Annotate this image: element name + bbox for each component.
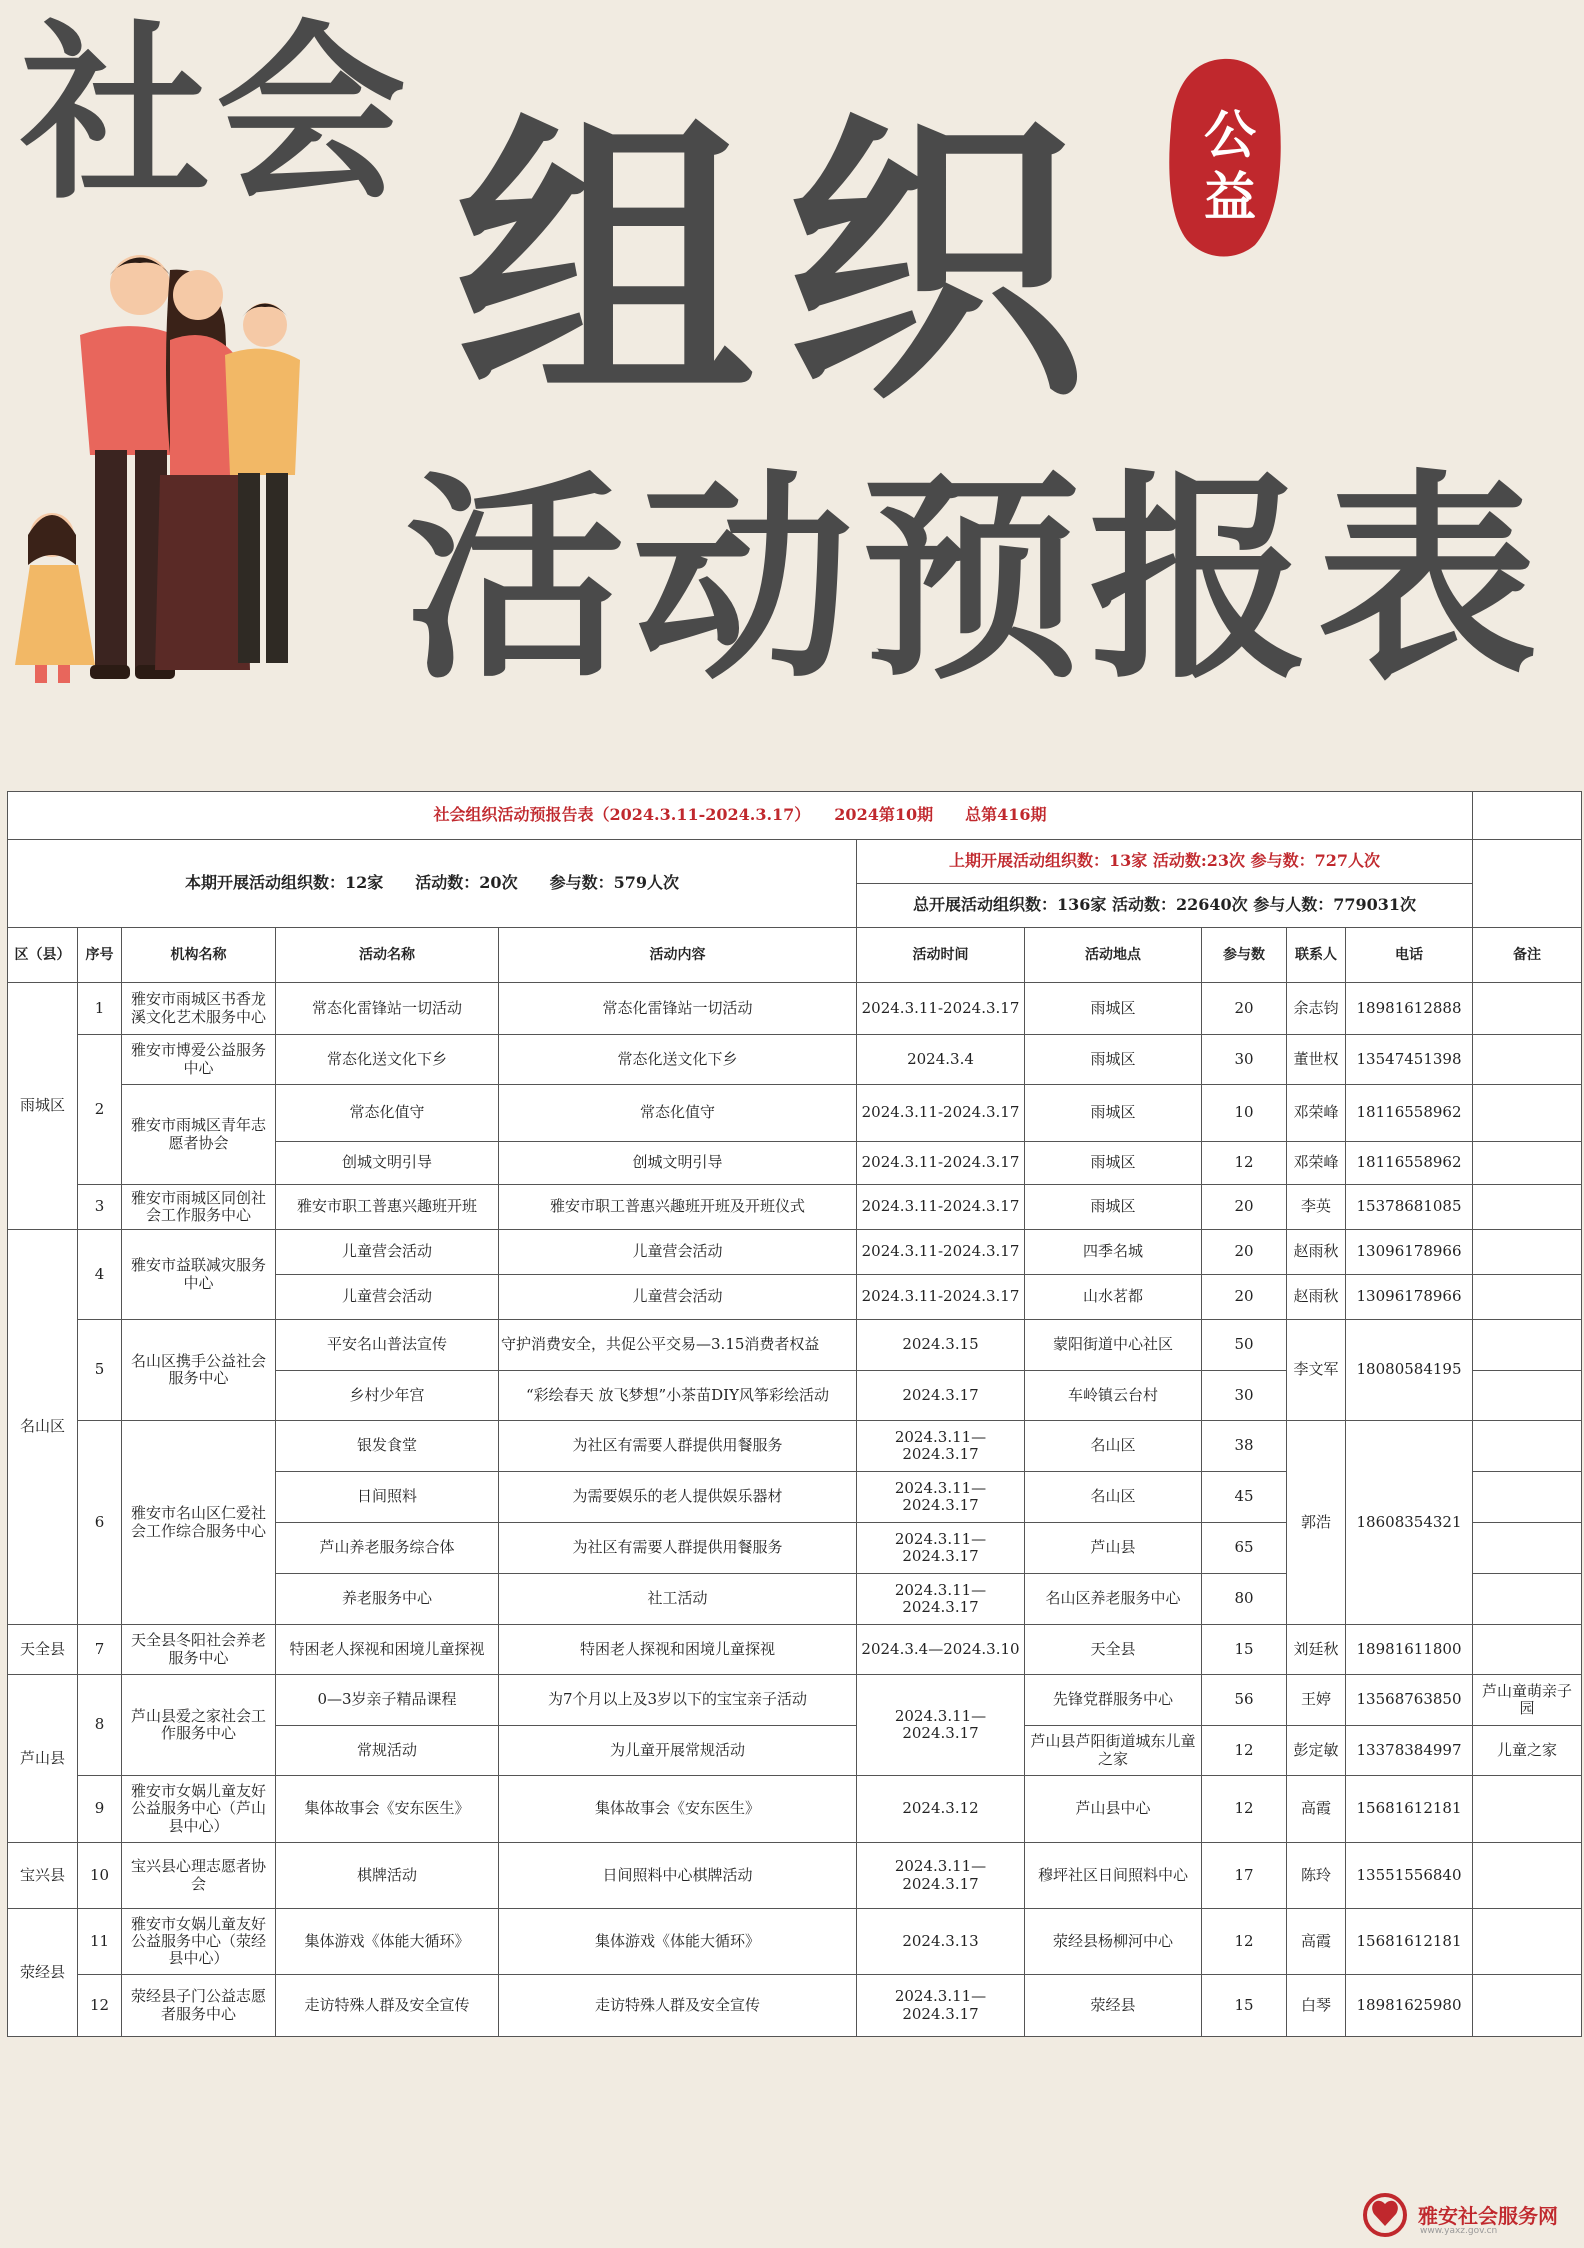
participant-count: 65 bbox=[1202, 1523, 1287, 1574]
header-activity: 活动名称 bbox=[276, 928, 499, 983]
activity-place: 雨城区 bbox=[1025, 1142, 1202, 1185]
phone-number: 13568763850 bbox=[1346, 1675, 1473, 1726]
note: 儿童之家 bbox=[1473, 1726, 1582, 1776]
activity-content: “彩绘春天 放飞梦想”小茶苗DIY风筝彩绘活动 bbox=[499, 1371, 857, 1421]
contact-person: 白琴 bbox=[1287, 1975, 1346, 2037]
activity-name: 走访特殊人群及安全宣传 bbox=[276, 1975, 499, 2037]
activity-name: 儿童营会活动 bbox=[276, 1275, 499, 1320]
phone-number: 15681612181 bbox=[1346, 1909, 1473, 1975]
activity-content: 为儿童开展常规活动 bbox=[499, 1726, 857, 1776]
header-note: 备注 bbox=[1473, 928, 1582, 983]
activity-content: 集体游戏《体能大循环》 bbox=[499, 1909, 857, 1975]
activity-content: 创城文明引导 bbox=[499, 1142, 857, 1185]
org-name: 芦山县爱之家社会工作服务中心 bbox=[122, 1675, 276, 1776]
activity-time: 2024.3.11—2024.3.17 bbox=[857, 1421, 1025, 1472]
participant-count: 50 bbox=[1202, 1320, 1287, 1371]
activity-place: 芦山县芦阳街道城东儿童之家 bbox=[1025, 1726, 1202, 1776]
activity-content: 集体故事会《安东医生》 bbox=[499, 1776, 857, 1843]
activity-content: 常态化值守 bbox=[499, 1085, 857, 1142]
activity-name: 常态化值守 bbox=[276, 1085, 499, 1142]
note bbox=[1473, 1625, 1582, 1675]
phone-number: 18981611800 bbox=[1346, 1625, 1473, 1675]
org-no: 12 bbox=[78, 1975, 122, 2037]
activity-time: 2024.3.11—2024.3.17 bbox=[857, 1472, 1025, 1523]
org-name: 雅安市女娲儿童友好公益服务中心（荥经县中心） bbox=[122, 1909, 276, 1975]
note bbox=[1473, 1472, 1582, 1523]
activity-content: 社工活动 bbox=[499, 1574, 857, 1625]
header-phone: 电话 bbox=[1346, 928, 1473, 983]
org-name: 宝兴县心理志愿者协会 bbox=[122, 1843, 276, 1909]
phone-number: 18116558962 bbox=[1346, 1085, 1473, 1142]
table-row bbox=[8, 1625, 1582, 1675]
table-row bbox=[8, 1035, 1582, 1085]
activity-name: 养老服务中心 bbox=[276, 1574, 499, 1625]
activity-place: 芦山县 bbox=[1025, 1523, 1202, 1574]
activity-content: 特困老人探视和困境儿童探视 bbox=[499, 1625, 857, 1675]
note bbox=[1473, 1975, 1582, 2037]
activity-name: 常态化雷锋站一切活动 bbox=[276, 983, 499, 1035]
note bbox=[1473, 1142, 1582, 1185]
activity-name: 集体游戏《体能大循环》 bbox=[276, 1909, 499, 1975]
contact-person: 高霞 bbox=[1287, 1909, 1346, 1975]
activity-time: 2024.3.11-2024.3.17 bbox=[857, 1185, 1025, 1230]
contact-person: 李文军 bbox=[1287, 1320, 1346, 1421]
activity-time: 2024.3.11—2024.3.17 bbox=[857, 1574, 1025, 1625]
activity-content: 雅安市职工普惠兴趣班开班及开班仪式 bbox=[499, 1185, 857, 1230]
contact-person: 邓荣峰 bbox=[1287, 1142, 1346, 1185]
site-logo-subtext: www.yaxz.gov.cn bbox=[1420, 2226, 1498, 2236]
activity-place: 荥经县 bbox=[1025, 1975, 1202, 2037]
phone-number: 13096178966 bbox=[1346, 1275, 1473, 1320]
contact-person: 高霞 bbox=[1287, 1776, 1346, 1843]
contact-person: 赵雨秋 bbox=[1287, 1275, 1346, 1320]
header-contact: 联系人 bbox=[1287, 928, 1346, 983]
org-name: 名山区携手公益社会服务中心 bbox=[122, 1320, 276, 1421]
note bbox=[1473, 1421, 1582, 1472]
note bbox=[1473, 1230, 1582, 1275]
participant-count: 45 bbox=[1202, 1472, 1287, 1523]
contact-person: 刘廷秋 bbox=[1287, 1625, 1346, 1675]
activity-name: 常规活动 bbox=[276, 1726, 499, 1776]
activity-name: 特困老人探视和困境儿童探视 bbox=[276, 1625, 499, 1675]
table-row bbox=[8, 1975, 1582, 2037]
table-row bbox=[8, 1185, 1582, 1230]
activity-content: 为需要娱乐的老人提供娱乐器材 bbox=[499, 1472, 857, 1523]
participant-count: 20 bbox=[1202, 1230, 1287, 1275]
district-cell: 芦山县 bbox=[8, 1675, 78, 1843]
org-no: 11 bbox=[78, 1909, 122, 1975]
activity-place: 天全县 bbox=[1025, 1625, 1202, 1675]
phone-number: 18116558962 bbox=[1346, 1142, 1473, 1185]
poster-header bbox=[0, 0, 1584, 780]
activity-place: 荥经县杨柳河中心 bbox=[1025, 1909, 1202, 1975]
activity-place: 穆坪社区日间照料中心 bbox=[1025, 1843, 1202, 1909]
title-line-1: 社会 bbox=[20, 4, 413, 225]
org-no: 10 bbox=[78, 1843, 122, 1909]
org-name: 雅安市雨城区同创社会工作服务中心 bbox=[122, 1185, 276, 1230]
site-logo-text: 雅安社会服务网 bbox=[1418, 2204, 1558, 2228]
activity-content: 儿童营会活动 bbox=[499, 1230, 857, 1275]
phone-number: 18608354321 bbox=[1346, 1421, 1473, 1625]
activity-place: 芦山县中心 bbox=[1025, 1776, 1202, 1843]
activity-place: 四季名城 bbox=[1025, 1230, 1202, 1275]
activity-place: 名山区养老服务中心 bbox=[1025, 1574, 1202, 1625]
participant-count: 80 bbox=[1202, 1574, 1287, 1625]
activity-content: 常态化雷锋站一切活动 bbox=[499, 983, 857, 1035]
activity-name: 儿童营会活动 bbox=[276, 1230, 499, 1275]
activity-time: 2024.3.15 bbox=[857, 1320, 1025, 1371]
activity-content: 儿童营会活动 bbox=[499, 1275, 857, 1320]
table-row bbox=[8, 1230, 1582, 1275]
activity-time: 2024.3.11-2024.3.17 bbox=[857, 1230, 1025, 1275]
phone-number: 13551556840 bbox=[1346, 1843, 1473, 1909]
activity-place: 雨城区 bbox=[1025, 1035, 1202, 1085]
district-cell: 天全县 bbox=[8, 1625, 78, 1675]
org-name: 雅安市雨城区青年志愿者协会 bbox=[122, 1085, 276, 1185]
phone-number: 13096178966 bbox=[1346, 1230, 1473, 1275]
header-count: 参与数 bbox=[1202, 928, 1287, 983]
participant-count: 30 bbox=[1202, 1371, 1287, 1421]
activity-time: 2024.3.11-2024.3.17 bbox=[857, 1085, 1025, 1142]
activity-name: 平安名山普法宣传 bbox=[276, 1320, 499, 1371]
activity-content: 常态化送文化下乡 bbox=[499, 1035, 857, 1085]
activity-name: 常态化送文化下乡 bbox=[276, 1035, 499, 1085]
participant-count: 30 bbox=[1202, 1035, 1287, 1085]
activity-content: 为社区有需要人群提供用餐服务 bbox=[499, 1523, 857, 1574]
org-no: 7 bbox=[78, 1625, 122, 1675]
org-no: 9 bbox=[78, 1776, 122, 1843]
activity-name: 乡村少年宫 bbox=[276, 1371, 499, 1421]
note bbox=[1473, 1574, 1582, 1625]
participant-count: 12 bbox=[1202, 1776, 1287, 1843]
contact-person: 陈玲 bbox=[1287, 1843, 1346, 1909]
note bbox=[1473, 1035, 1582, 1085]
phone-number: 18981612888 bbox=[1346, 983, 1473, 1035]
activity-place: 名山区 bbox=[1025, 1472, 1202, 1523]
org-name: 雅安市博爱公益服务中心 bbox=[122, 1035, 276, 1085]
org-name: 雅安市女娲儿童友好公益服务中心（芦山县中心） bbox=[122, 1776, 276, 1843]
activity-time: 2024.3.11—2024.3.17 bbox=[857, 1675, 1025, 1776]
activity-time: 2024.3.13 bbox=[857, 1909, 1025, 1975]
header-place: 活动地点 bbox=[1025, 928, 1202, 983]
org-no: 8 bbox=[78, 1675, 122, 1776]
activity-time: 2024.3.12 bbox=[857, 1776, 1025, 1843]
org-no: 4 bbox=[78, 1230, 122, 1320]
district-cell: 雨城区 bbox=[8, 983, 78, 1230]
org-no: 6 bbox=[78, 1421, 122, 1625]
participant-count: 20 bbox=[1202, 1185, 1287, 1230]
org-name: 雅安市益联减灾服务中心 bbox=[122, 1230, 276, 1320]
org-no: 1 bbox=[78, 983, 122, 1035]
participant-count: 12 bbox=[1202, 1726, 1287, 1776]
participant-count: 15 bbox=[1202, 1975, 1287, 2037]
activity-place: 蒙阳街道中心社区 bbox=[1025, 1320, 1202, 1371]
activity-place: 雨城区 bbox=[1025, 1185, 1202, 1230]
activity-content: 为7个月以上及3岁以下的宝宝亲子活动 bbox=[499, 1675, 857, 1726]
activity-name: 银发食堂 bbox=[276, 1421, 499, 1472]
table-row bbox=[8, 1675, 1582, 1726]
org-name: 雅安市雨城区书香龙溪文化艺术服务中心 bbox=[122, 983, 276, 1035]
participant-count: 10 bbox=[1202, 1085, 1287, 1142]
activity-place: 名山区 bbox=[1025, 1421, 1202, 1472]
header-no: 序号 bbox=[78, 928, 122, 983]
activity-name: 芦山养老服务综合体 bbox=[276, 1523, 499, 1574]
activity-time: 2024.3.11—2024.3.17 bbox=[857, 1843, 1025, 1909]
note bbox=[1473, 1371, 1582, 1421]
activity-content: 日间照料中心棋牌活动 bbox=[499, 1843, 857, 1909]
activity-place: 雨城区 bbox=[1025, 1085, 1202, 1142]
activity-place: 山水茗都 bbox=[1025, 1275, 1202, 1320]
activity-name: 日间照料 bbox=[276, 1472, 499, 1523]
table-row bbox=[8, 983, 1582, 1035]
activity-time: 2024.3.11-2024.3.17 bbox=[857, 983, 1025, 1035]
activity-name: 棋牌活动 bbox=[276, 1843, 499, 1909]
phone-number: 13378384997 bbox=[1346, 1726, 1473, 1776]
org-name: 荥经县子门公益志愿者服务中心 bbox=[122, 1975, 276, 2037]
table-row bbox=[8, 1776, 1582, 1843]
last-period-summary: 上期开展活动组织数：13家 活动数:23次 参与数：727人次 bbox=[857, 840, 1473, 884]
participant-count: 17 bbox=[1202, 1843, 1287, 1909]
note bbox=[1473, 1909, 1582, 1975]
title-line-3: 活动预报表 bbox=[405, 452, 1546, 708]
activity-name: 创城文明引导 bbox=[276, 1142, 499, 1185]
activity-place: 先锋党群服务中心 bbox=[1025, 1675, 1202, 1726]
activity-name: 雅安市职工普惠兴趣班开班 bbox=[276, 1185, 499, 1230]
participant-count: 38 bbox=[1202, 1421, 1287, 1472]
contact-person: 彭定敏 bbox=[1287, 1726, 1346, 1776]
note bbox=[1473, 1776, 1582, 1843]
note: 芦山童萌亲子园 bbox=[1473, 1675, 1582, 1726]
activity-place: 雨城区 bbox=[1025, 983, 1202, 1035]
phone-number: 15378681085 bbox=[1346, 1185, 1473, 1230]
activity-time: 2024.3.11—2024.3.17 bbox=[857, 1975, 1025, 2037]
stamp-label: 公益 bbox=[1203, 106, 1256, 228]
header-district: 区（县） bbox=[8, 928, 78, 983]
family-illustration-icon bbox=[10, 245, 330, 695]
contact-person: 赵雨秋 bbox=[1287, 1230, 1346, 1275]
org-name: 天全县冬阳社会养老服务中心 bbox=[122, 1625, 276, 1675]
activity-time: 2024.3.17 bbox=[857, 1371, 1025, 1421]
activity-content: 走访特殊人群及安全宣传 bbox=[499, 1975, 857, 2037]
table-row bbox=[8, 1421, 1582, 1472]
participant-count: 12 bbox=[1202, 1909, 1287, 1975]
activity-time: 2024.3.4 bbox=[857, 1035, 1025, 1085]
activity-time: 2024.3.11-2024.3.17 bbox=[857, 1142, 1025, 1185]
contact-person: 王婷 bbox=[1287, 1675, 1346, 1726]
phone-number: 15681612181 bbox=[1346, 1776, 1473, 1843]
contact-person: 郭浩 bbox=[1287, 1421, 1346, 1625]
header-content: 活动内容 bbox=[499, 928, 857, 983]
activity-report-table bbox=[7, 791, 1582, 2037]
participant-count: 56 bbox=[1202, 1675, 1287, 1726]
title-line-2: 组织 bbox=[455, 90, 1115, 439]
total-summary: 总开展活动组织数：136家 活动数：22640次 参与人数：779031次 bbox=[857, 884, 1473, 928]
contact-person: 余志钧 bbox=[1287, 983, 1346, 1035]
note bbox=[1473, 1275, 1582, 1320]
phone-number: 13547451398 bbox=[1346, 1035, 1473, 1085]
district-cell: 宝兴县 bbox=[8, 1843, 78, 1909]
phone-number: 18981625980 bbox=[1346, 1975, 1473, 2037]
activity-time: 2024.3.4—2024.3.10 bbox=[857, 1625, 1025, 1675]
header-time: 活动时间 bbox=[857, 928, 1025, 983]
district-cell: 荥经县 bbox=[8, 1909, 78, 2037]
activity-time: 2024.3.11—2024.3.17 bbox=[857, 1523, 1025, 1574]
current-summary: 本期开展活动组织数：12家 活动数：20次 参与数：579人次 bbox=[8, 840, 857, 928]
table-row bbox=[8, 1909, 1582, 1975]
contact-person: 李英 bbox=[1287, 1185, 1346, 1230]
participant-count: 15 bbox=[1202, 1625, 1287, 1675]
note bbox=[1473, 1843, 1582, 1909]
org-no: 3 bbox=[78, 1185, 122, 1230]
activity-content: 守护消费安全，共促公平交易—3.15消费者权益 bbox=[499, 1320, 857, 1371]
contact-person: 邓荣峰 bbox=[1287, 1085, 1346, 1142]
phone-number: 18080584195 bbox=[1346, 1320, 1473, 1421]
table-row bbox=[8, 1085, 1582, 1142]
org-name: 雅安市名山区仁爱社会工作综合服务中心 bbox=[122, 1421, 276, 1625]
participant-count: 12 bbox=[1202, 1142, 1287, 1185]
org-no: 5 bbox=[78, 1320, 122, 1421]
note bbox=[1473, 983, 1582, 1035]
note bbox=[1473, 1320, 1582, 1371]
table-row bbox=[8, 1320, 1582, 1371]
activity-name: 0—3岁亲子精品课程 bbox=[276, 1675, 499, 1726]
report-title: 社会组织活动预报告表（2024.3.11-2024.3.17） 2024第10期 总第416期 bbox=[8, 792, 1473, 840]
activity-name: 集体故事会《安东医生》 bbox=[276, 1776, 499, 1843]
activity-place: 车岭镇云台村 bbox=[1025, 1371, 1202, 1421]
contact-person: 董世权 bbox=[1287, 1035, 1346, 1085]
note bbox=[1473, 1085, 1582, 1142]
note bbox=[1473, 1523, 1582, 1574]
participant-count: 20 bbox=[1202, 983, 1287, 1035]
activity-content: 为社区有需要人群提供用餐服务 bbox=[499, 1421, 857, 1472]
district-cell: 名山区 bbox=[8, 1230, 78, 1625]
org-no: 2 bbox=[78, 1035, 122, 1185]
table-row bbox=[8, 1843, 1582, 1909]
header-org: 机构名称 bbox=[122, 928, 276, 983]
activity-time: 2024.3.11-2024.3.17 bbox=[857, 1275, 1025, 1320]
participant-count: 20 bbox=[1202, 1275, 1287, 1320]
note bbox=[1473, 1185, 1582, 1230]
